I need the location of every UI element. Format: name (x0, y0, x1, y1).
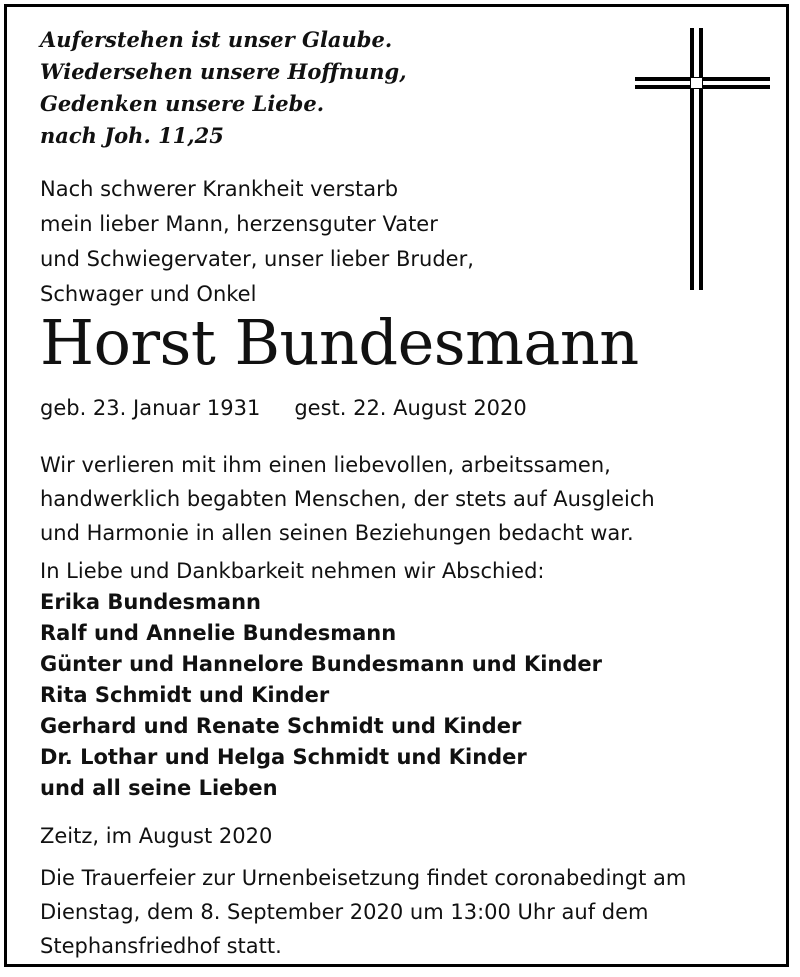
farewell-intro: In Liebe und Dankbarkeit nehmen wir Abschied: (40, 559, 545, 583)
mourner-name: Rita Schmidt und Kinder (40, 683, 330, 707)
mourner-name: Dr. Lothar und Helga Schmidt und Kinder (40, 745, 527, 769)
bible-verse-motto (40, 24, 407, 152)
funeral-line: Die Trauerfeier zur Urnenbeisetzung findet coronabedingt am (40, 866, 687, 890)
tribute-line: Wir verlieren mit ihm einen liebevollen, arbeitssamen, (40, 453, 611, 477)
mourner-name: Erika Bundesmann (40, 590, 261, 614)
funeral-info (40, 861, 686, 963)
tribute-line: handwerklich begabten Menschen, der stets auf Ausgleich (40, 487, 655, 511)
mourner-name: Günter und Hannelore Bundesmann und Kinder (40, 652, 602, 676)
announcement-line: Schwager und Onkel (40, 282, 257, 306)
announcement-line: und Schwiegervater, unser lieber Bruder, (40, 247, 474, 271)
announcement-line: Nach schwerer Krankheit verstarb (40, 177, 399, 201)
funeral-line: Dienstag, dem 8. September 2020 um 13:00 Uhr auf dem (40, 900, 649, 924)
motto-line: Wiedersehen unsere Hoffnung, (40, 59, 407, 84)
mourner-name: und all seine Lieben (40, 776, 278, 800)
deceased-name: Horst Bundesmann (40, 306, 639, 379)
motto-line: Gedenken unsere Liebe. (40, 91, 325, 116)
tribute-text (40, 448, 655, 550)
mourners-section (40, 556, 602, 804)
death-date: gest. 22. August 2020 (294, 396, 527, 420)
funeral-line: Stephansfriedhof statt. (40, 934, 282, 958)
place-and-date: Zeitz, im August 2020 (40, 824, 273, 848)
tribute-line: und Harmonie in allen seinen Beziehungen bedacht war. (40, 521, 634, 545)
announcement-line: mein lieber Mann, herzensguter Vater (40, 212, 438, 236)
life-dates (40, 392, 527, 424)
mourner-name: Ralf und Annelie Bundesmann (40, 621, 397, 645)
mourner-name: Gerhard und Renate Schmidt und Kinder (40, 714, 522, 738)
birth-date: geb. 23. Januar 1931 (40, 396, 261, 420)
motto-line: Auferstehen ist unser Glaube. (40, 27, 393, 52)
death-announcement (40, 172, 474, 312)
cross-icon (635, 28, 775, 290)
motto-reference: nach Joh. 11,25 (40, 123, 224, 148)
